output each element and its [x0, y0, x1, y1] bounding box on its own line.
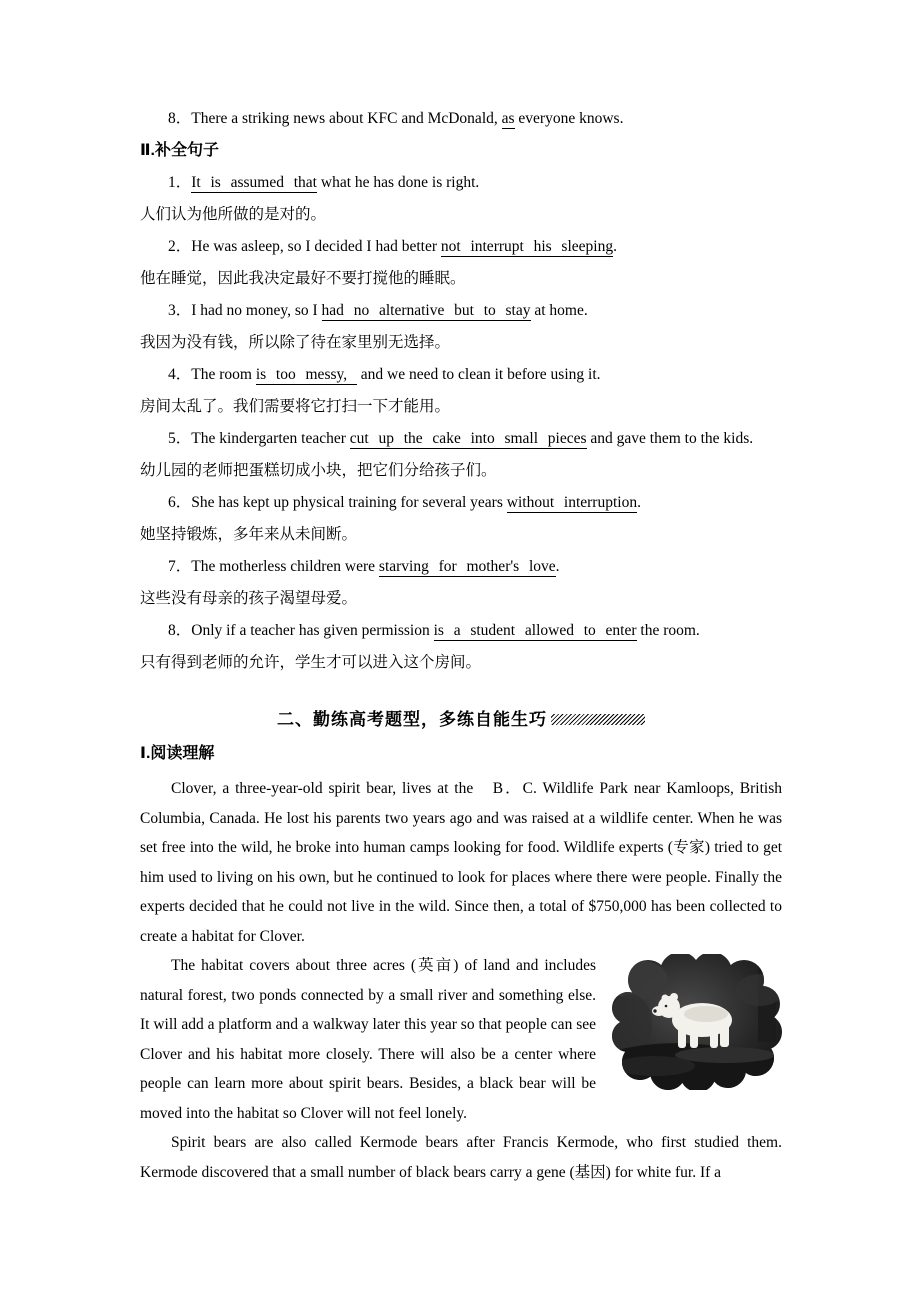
sentence-text: 2．He was asleep, so I decided I had better: [168, 238, 441, 255]
sentence-text: .: [555, 558, 560, 575]
exercise-sentence: [140, 615, 782, 647]
exercise-sentence: [140, 551, 782, 583]
sentence-text: 7．The motherless children were: [168, 558, 379, 575]
sentence-text: everyone knows.: [514, 110, 624, 127]
exercise-list: [140, 167, 782, 679]
exercise-translation: 她坚持锻炼，多年来从未间断。: [140, 526, 358, 543]
answer-underline: starving for mother's love: [378, 558, 556, 575]
exercise-sentence: [140, 423, 782, 455]
sentence-text: and we need to clean it before using it.: [356, 366, 601, 383]
sentence-text: what he has done is right.: [317, 174, 480, 191]
sentence-text: 4．The room: [168, 366, 256, 383]
reading-heading: Ⅰ.阅读理解: [140, 745, 215, 762]
sentence-text: at home.: [530, 302, 588, 319]
exercise-sentence: [140, 167, 782, 199]
exercise-translation: 幼儿园的老师把蛋糕切成小块，把它们分给孩子们。: [140, 462, 497, 479]
exercise-translation: 只有得到老师的允许，学生才可以进入这个房间。: [140, 654, 482, 671]
reading-paragraph-3: [140, 1128, 782, 1187]
answer-underline: cut up the cake into small pieces: [349, 430, 587, 447]
sentence-text: 3．I had no money, so I: [168, 302, 322, 319]
exercise-translation: 我因为没有钱，所以除了待在家里别无选择。: [140, 334, 451, 351]
answer-underline: as: [501, 110, 515, 127]
exercise-sentence: [140, 295, 782, 327]
sentence-text: 5．The kindergarten teacher: [168, 430, 350, 447]
exercise-sentence: [140, 359, 782, 391]
banner-title: 二、勤练高考题型，多练自能生巧: [277, 710, 547, 729]
paragraph-text: Spirit bears are also called Kermode bears after Francis Kermode, who first studied them. Kermode discovered that a small number of black bears carry a gene (基因) for white fur. If a: [140, 1134, 782, 1181]
sentence-text: .: [613, 238, 617, 255]
reading-paragraph-2: [140, 951, 782, 1128]
answer-underline: It is assumed that: [191, 174, 317, 191]
answer-underline: is too messy,: [255, 366, 357, 383]
sentence-text: 1．: [168, 174, 192, 191]
sentence-text: .: [637, 494, 641, 511]
answer-underline: is a student allowed to enter: [433, 622, 637, 639]
exercise-translation: 房间太乱了。我们需要将它打扫一下才能用。: [140, 398, 451, 415]
carryover-item: [140, 103, 782, 135]
exercise-translation: 这些没有母亲的孩子渴望母爱。: [140, 590, 358, 607]
section-heading: Ⅱ.补全句子: [140, 142, 219, 159]
paragraph-text: The habitat covers about three acres (英亩) of land and includes natural forest, two ponds connected by a small river and something else. It will add a platform and a walkway later this year so that people can see Clover and his habitat more closely. There will also be a center where people can learn more about spirit bears. Besides, a black bear will be moved into the habitat so Clover will not feel lonely.: [140, 957, 596, 1122]
sentence-text: 6．She has kept up physical training for several years: [168, 494, 507, 511]
answer-underline: without interruption: [506, 494, 638, 511]
exercise-sentence: [140, 231, 782, 263]
section-banner: [140, 705, 782, 736]
answer-underline: had no alternative but to stay: [321, 302, 531, 319]
sentence-text: the room.: [636, 622, 700, 639]
answer-underline: not interrupt his sleeping: [440, 238, 614, 255]
sentence-text: 8．Only if a teacher has given permission: [168, 622, 434, 639]
exercise-translation: 人们认为他所做的是对的。: [140, 206, 327, 223]
exercise-translation: 他在睡觉，因此我决定最好不要打搅他的睡眠。: [140, 270, 466, 287]
sentence-text: 8．There a striking news about KFC and McDonald,: [168, 110, 502, 127]
reading-paragraph-1: [140, 774, 782, 951]
exercise-sentence: [140, 487, 782, 519]
sentence-text: and gave them to the kids.: [586, 430, 754, 447]
paragraph-text: Clover, a three-year-old spirit bear, lives at the B．C. Wildlife Park near Kamloops, British Columbia, Canada. He lost his parents two years ago and was raised at a wildlife center. When he was set free into the wild, he broke into human camps looking for food. Wildlife experts (专家) tried to get him used to living on his own, but he continued to look for places where there were people. Finally the experts decided that he could not live in the wild. Since then, a total of $750,000 has been collected to create a habitat for Clover.: [140, 780, 782, 945]
spirit-bear-photo: [610, 954, 782, 1090]
hatch-decoration-icon: [551, 714, 645, 725]
